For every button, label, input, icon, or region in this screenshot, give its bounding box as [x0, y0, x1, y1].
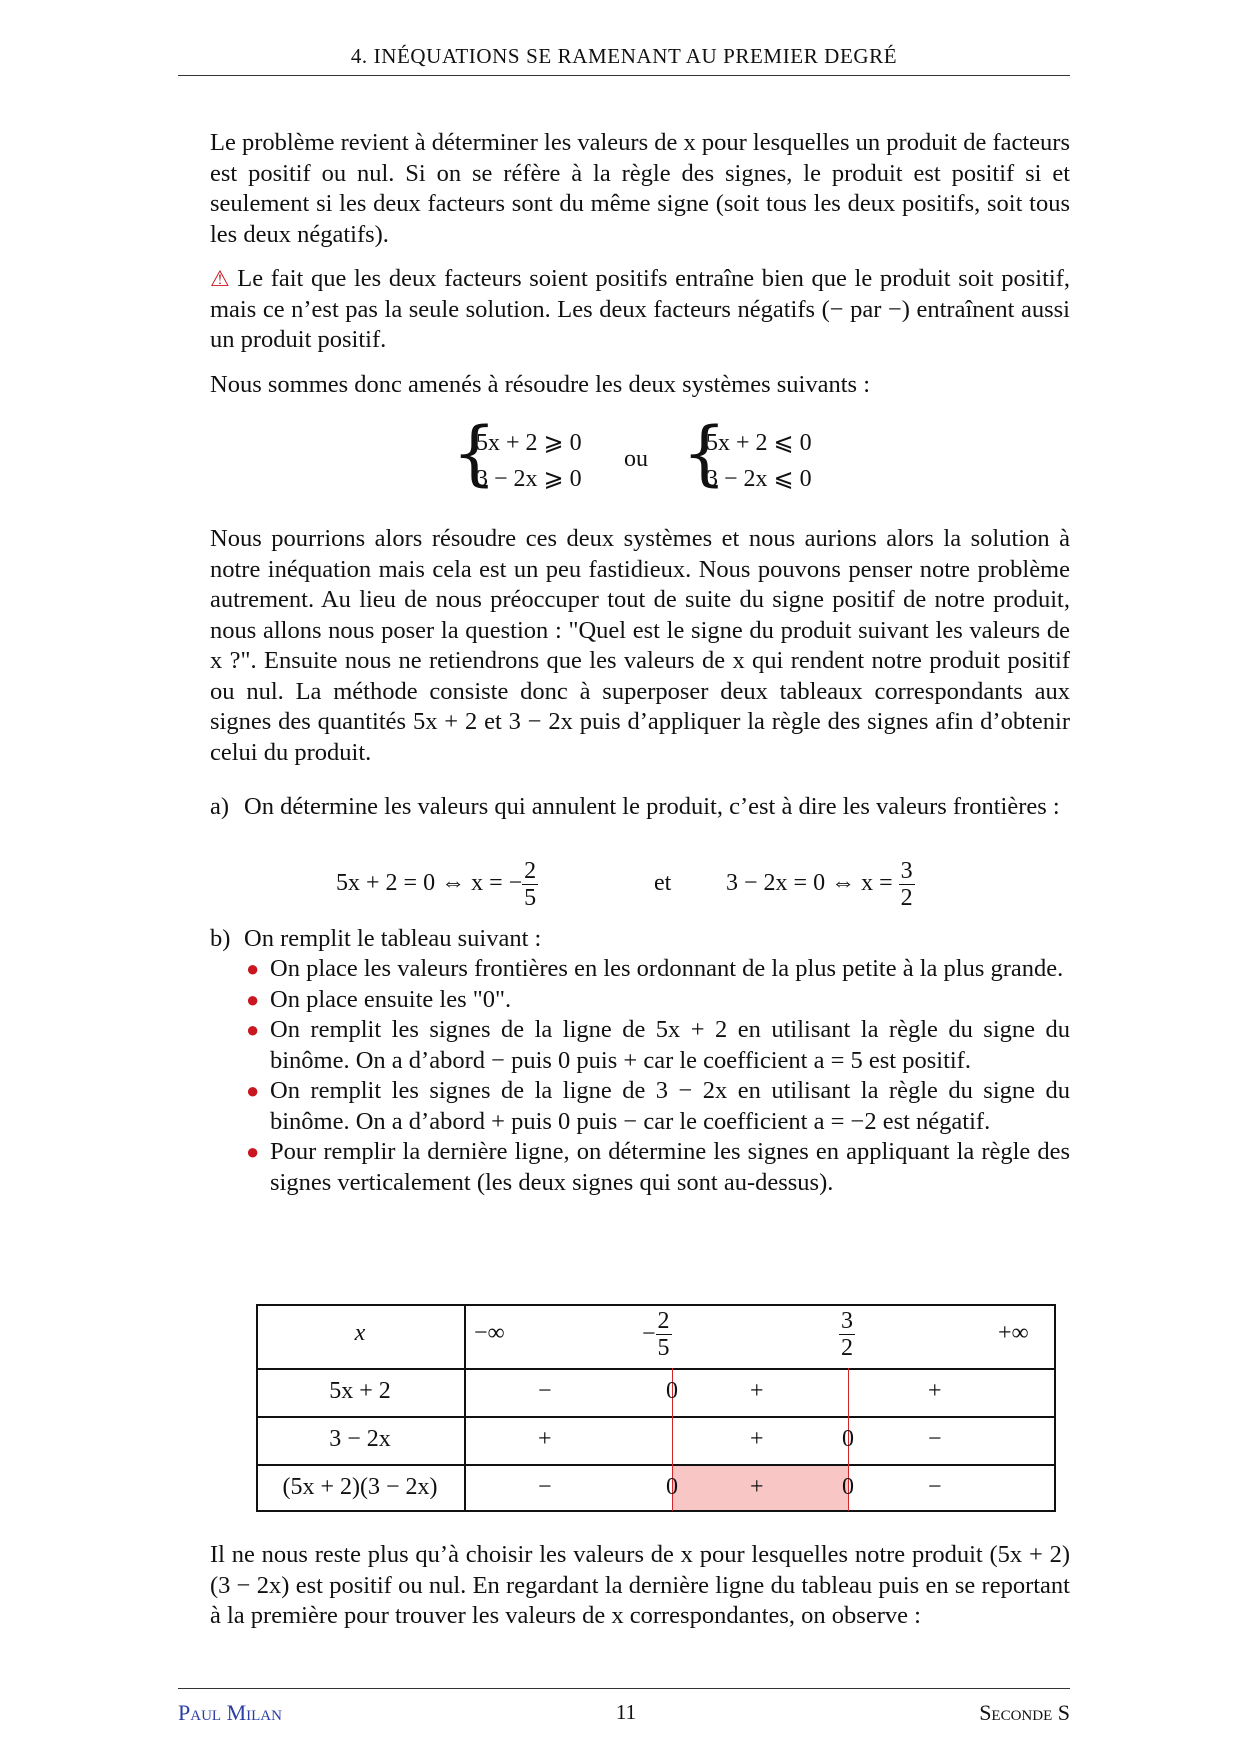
list-item-text: Pour remplir la dernière ligne, on détermine les signes en appliquant la règle des signes verticalement (les deux signes qui sont au-dessus). — [270, 1138, 1070, 1196]
bullet-icon: ● — [246, 956, 260, 981]
paragraph-1: Le problème revient à déterminer les valeurs de x pour lesquelles un produit de facteurs est positif ou nul. Si on se réfère à la règle des signes, le produit est positif si et seulement si les deux facteurs sont du même signe (soit tous les deux positifs, soit tous les deux négatifs). — [210, 129, 1070, 248]
system-right-line-2: 3 − 2x ⩽ 0 — [706, 466, 812, 492]
list-item-text: On place ensuite les "0". — [270, 985, 512, 1013]
plus-infinity: +∞ — [998, 1320, 1029, 1346]
warning-text: Le fait que les deux facteurs soient positifs entraîne bien que le produit soit positif, mais ce n’est pas la seule solution. Les deux facteurs négatifs (− par −) entraînent aussi un produit positif. — [210, 265, 1070, 353]
step-b-bullets — [244, 954, 1070, 1198]
bullet-icon: ● — [246, 1139, 260, 1164]
table-row-divider — [256, 1464, 1056, 1466]
fraction-denominator: 5 — [524, 885, 537, 911]
bullet-icon: ● — [246, 1017, 260, 1042]
equation-connector: et — [654, 870, 672, 896]
fraction-numerator: 3 — [841, 1308, 853, 1334]
system-left-line-2: 3 − 2x ⩾ 0 — [476, 466, 582, 492]
zero-cell: 0 — [842, 1474, 854, 1500]
bullet-icon: ● — [246, 986, 260, 1012]
equation-1-fraction — [522, 858, 538, 911]
fraction-numerator: 3 — [900, 858, 913, 884]
row-label: (5x + 2)(3 − 2x) — [282, 1474, 438, 1500]
fraction-denominator: 2 — [900, 885, 913, 911]
boundary-sign: − — [642, 1321, 656, 1347]
zero-cell: 0 — [842, 1426, 854, 1452]
equation-1-left: 5x + 2 = 0 ⇔ x = − — [336, 870, 523, 897]
bullet-icon: ● — [246, 1078, 260, 1103]
sign-table — [256, 1304, 1056, 1512]
zero-cell: 0 — [666, 1378, 678, 1404]
list-item — [244, 1076, 1070, 1137]
warning-icon: ⚠ — [210, 266, 232, 291]
sign-cell: − — [538, 1474, 552, 1500]
sign-cell: − — [538, 1378, 552, 1404]
zero-cell: 0 — [666, 1474, 678, 1500]
row-label: 5x + 2 — [329, 1378, 391, 1404]
table-row-divider — [256, 1368, 1056, 1370]
table-header-x — [256, 1320, 464, 1347]
list-item — [244, 954, 1070, 985]
boundary-fraction-2 — [839, 1308, 855, 1361]
step-a-text: On détermine les valeurs qui annulent le produit, c’est à dire les valeurs frontières : — [244, 793, 1060, 820]
sign-cell: + — [928, 1378, 942, 1404]
right-brace: { — [682, 412, 727, 494]
paragraph-4: Nous pourrions alors résoudre ces deux systèmes et nous aurions alors la solution à notre inéquation mais cela est un peu fastidieux. Nous pouvons penser notre problème autrement. Au lieu de nous préoccuper tout de suite du signe positif de notre produit, nous allons nous poser la question : "Quel est le signe du produit suivant les valeurs de x ?". Ensuite nous ne retiendrons que les valeurs de x qui rendent notre produit positif ou nul. La méthode consiste donc à superposer deux tableaux correspondants aux signes des quantités 5x + 2 et 3 − 2x puis d’appliquer la règle des signes afin d’obtenir celui du produit. — [210, 525, 1070, 766]
footer-class: Seconde S — [979, 1700, 1070, 1725]
left-brace: { — [452, 412, 497, 494]
header-rule — [178, 75, 1070, 76]
row-label: 3 − 2x — [329, 1426, 391, 1452]
page-number: 11 — [615, 1700, 637, 1724]
system-connector: ou — [624, 446, 648, 472]
page-header: 4. INÉQUATIONS SE RAMENANT AU PREMIER DEGRÉ — [350, 44, 898, 68]
sign-cell: + — [750, 1474, 764, 1500]
x-label: x — [354, 1320, 366, 1346]
equation-2 — [726, 858, 915, 911]
step-b-text: On remplit le tableau suivant : — [244, 925, 542, 952]
footer-rule — [178, 1688, 1070, 1689]
sign-cell: − — [928, 1426, 942, 1452]
sign-cell: + — [750, 1426, 764, 1452]
sign-cell: − — [928, 1474, 942, 1500]
system-left-line-1: 5x + 2 ⩾ 0 — [476, 430, 582, 456]
table-row-divider — [256, 1416, 1056, 1418]
list-item — [244, 985, 1070, 1016]
boundary-value-2 — [839, 1308, 855, 1361]
fraction-numerator: 2 — [524, 858, 537, 884]
minus-infinity: −∞ — [474, 1320, 505, 1346]
paragraph-3: Nous sommes donc amenés à résoudre les deux systèmes suivants : — [210, 371, 871, 398]
step-a-label: a) — [210, 793, 230, 820]
boundary-fraction-1 — [656, 1308, 672, 1361]
equation-2-left: 3 − 2x = 0 ⇔ x = — [726, 870, 893, 897]
list-item-text: On place les valeurs frontières en les ordonnant de la plus petite à la plus grande. — [270, 955, 1064, 982]
footer-author: Paul Milan — [178, 1700, 282, 1725]
list-item — [244, 1137, 1070, 1198]
list-item — [244, 1015, 1070, 1076]
paragraph-last: Il ne nous reste plus qu’à choisir les valeurs de x pour lesquelles notre produit (5x + 2)(3 − 2x) est positif ou nul. En regardant la dernière ligne du tableau puis en se reportant à la première pour trouver les valeurs de x correspondantes, on observe : — [210, 1541, 1070, 1629]
list-item-text: On remplit les signes de la ligne de 5x + 2 en utilisant la règle du signe du binôme. On a d’abord − puis 0 puis + car le coefficient a = 5 est positif. — [270, 1016, 1070, 1074]
list-item-text: On remplit les signes de la ligne de 3 − 2x en utilisant la règle du signe du binôme. On a d’abord + puis 0 puis − car le coefficient a = −2 est négatif. — [270, 1077, 1070, 1135]
system-right-line-1: 5x + 2 ⩽ 0 — [706, 430, 812, 456]
warning-paragraph — [210, 264, 1070, 356]
table-divider — [464, 1304, 466, 1512]
step-b-label: b) — [210, 925, 231, 952]
fraction-numerator: 2 — [657, 1308, 670, 1334]
boundary-value-1 — [642, 1308, 672, 1361]
equation-1 — [336, 858, 538, 911]
fraction-denominator: 5 — [657, 1335, 670, 1361]
sign-cell: + — [750, 1378, 764, 1404]
equation-2-fraction — [899, 858, 915, 911]
fraction-denominator: 2 — [841, 1335, 853, 1361]
sign-cell: + — [538, 1426, 552, 1452]
